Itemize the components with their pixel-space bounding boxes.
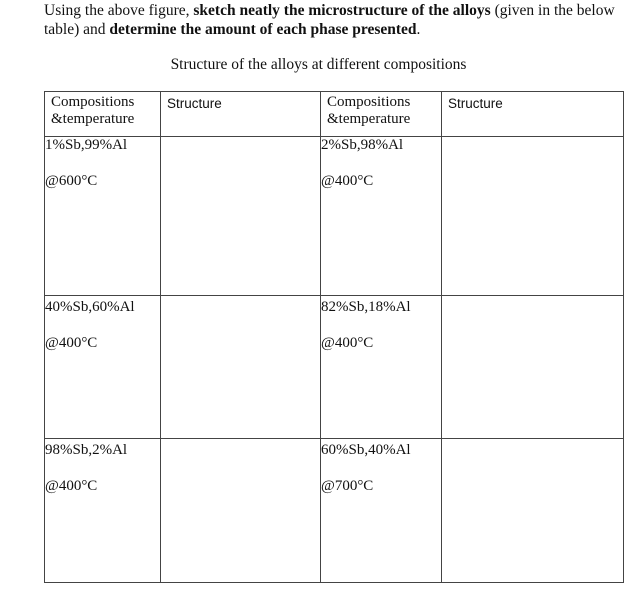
structure-sketch-cell[interactable] xyxy=(161,439,321,583)
composition-value: 1%Sb,99%Al xyxy=(45,137,128,153)
instructions-bold-determine: determine the amount of each phase presented xyxy=(109,21,417,38)
composition-value: 2%Sb,98%Al xyxy=(321,137,404,153)
composition-cell xyxy=(321,439,442,583)
structure-sketch-cell[interactable] xyxy=(161,137,321,296)
temperature-value: @600°C xyxy=(45,173,98,189)
table-row xyxy=(45,439,624,583)
header-structure-left xyxy=(161,92,321,137)
header-temperature-label: &temperature xyxy=(51,111,135,127)
header-structure-label: Structure xyxy=(167,96,222,111)
composition-cell xyxy=(45,137,161,296)
composition-value: 40%Sb,60%Al xyxy=(45,299,135,315)
structure-sketch-cell[interactable] xyxy=(442,439,624,583)
temperature-value: @700°C xyxy=(321,478,374,494)
instructions-text: (given in the below table) and xyxy=(44,2,615,38)
table-caption xyxy=(0,56,643,74)
instructions-paragraph xyxy=(44,1,624,39)
header-compositions-label: Compositions xyxy=(51,94,135,110)
instructions-bold-sketch: sketch neatly the microstructure of the alloys xyxy=(193,2,491,19)
table-row xyxy=(45,296,624,439)
composition-cell xyxy=(321,137,442,296)
temperature-value: @400°C xyxy=(321,335,374,351)
table-caption-text: Structure of the alloys at different compositions xyxy=(170,56,467,73)
temperature-value: @400°C xyxy=(321,173,374,189)
table-header-row xyxy=(45,92,624,137)
composition-value: 82%Sb,18%Al xyxy=(321,299,411,315)
structure-sketch-cell[interactable] xyxy=(442,296,624,439)
instructions-text: Using the above figure, xyxy=(44,2,194,19)
composition-cell xyxy=(45,439,161,583)
header-structure-right xyxy=(442,92,624,137)
composition-cell xyxy=(321,296,442,439)
header-compositions-right xyxy=(321,92,442,137)
temperature-value: @400°C xyxy=(45,478,98,494)
instructions-text: . xyxy=(416,21,421,38)
alloy-structure-table xyxy=(44,91,624,583)
header-temperature-label: &temperature xyxy=(327,111,411,127)
composition-cell xyxy=(45,296,161,439)
header-compositions-left xyxy=(45,92,161,137)
header-compositions-label: Compositions xyxy=(327,94,411,110)
table-row xyxy=(45,137,624,296)
composition-value: 60%Sb,40%Al xyxy=(321,442,411,458)
temperature-value: @400°C xyxy=(45,335,98,351)
composition-value: 98%Sb,2%Al xyxy=(45,442,128,458)
structure-sketch-cell[interactable] xyxy=(442,137,624,296)
structure-sketch-cell[interactable] xyxy=(161,296,321,439)
header-structure-label: Structure xyxy=(448,96,503,111)
